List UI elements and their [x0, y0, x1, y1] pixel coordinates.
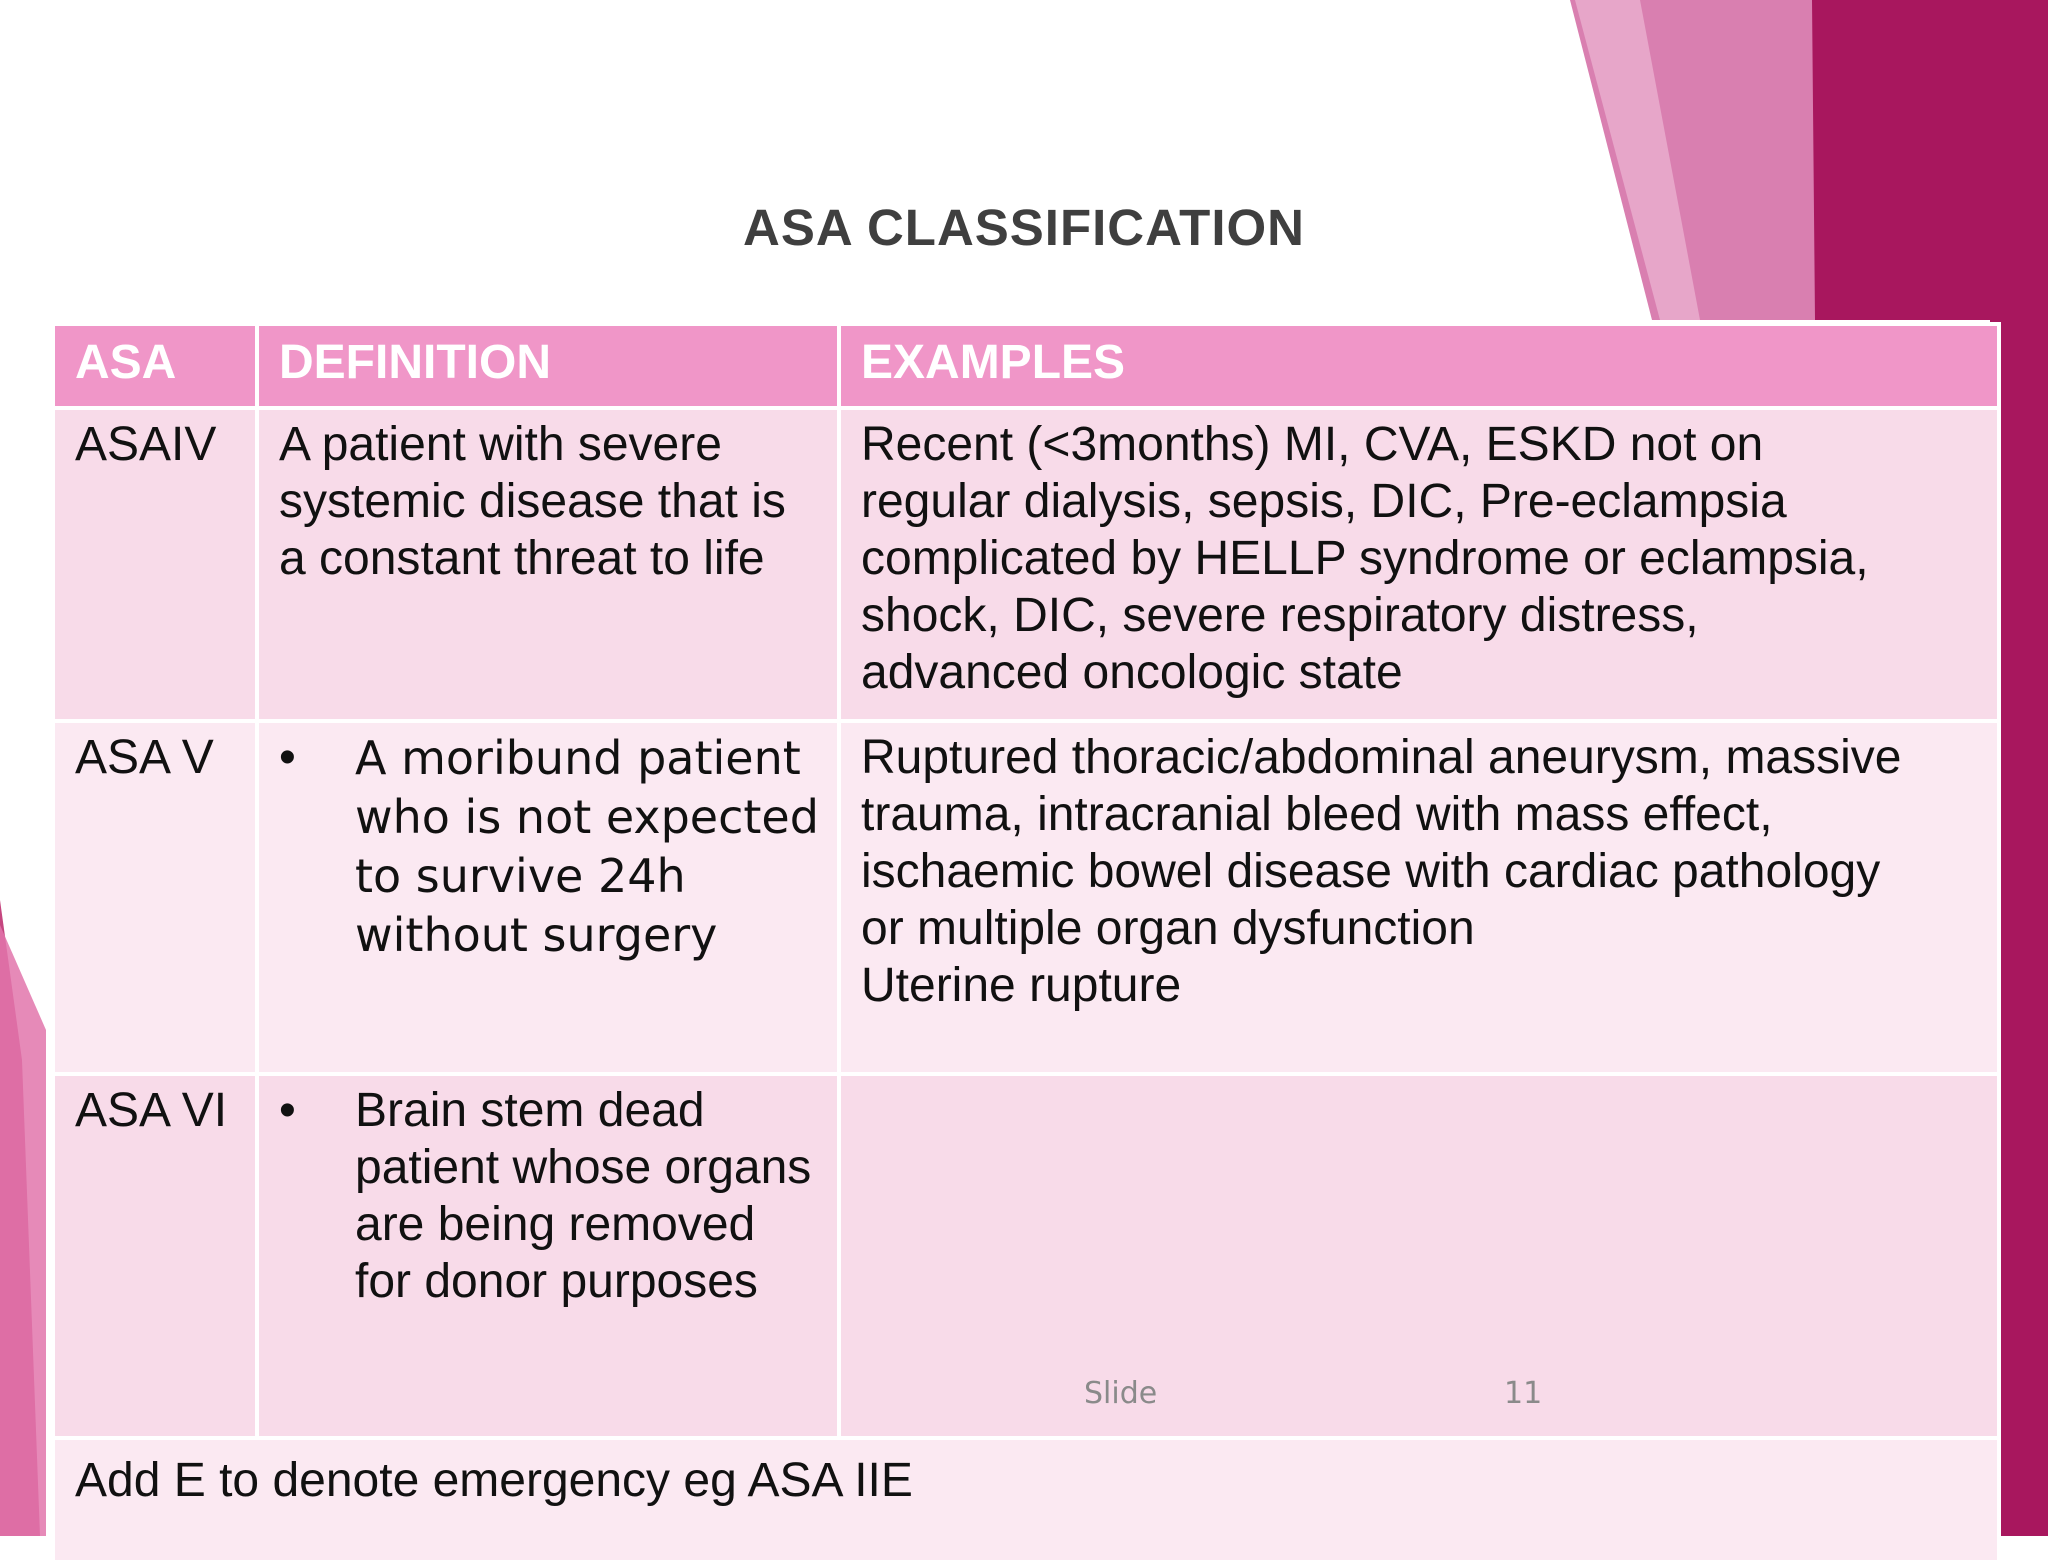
- example-line: regular dialysis, sepsis, DIC, Pre-eclampsia: [861, 475, 1787, 528]
- asa-class-cell: ASA V: [53, 721, 257, 1074]
- definition-text: Brain stem dead patient whose organs are being removed for donor purposes: [355, 1084, 812, 1308]
- asa-classification-table: [51, 322, 2001, 1564]
- example-line: complicated by HELLP syndrome or eclampsia,: [861, 532, 1869, 585]
- definition-text: A moribund patient who is not expected to survive 24h without surgery: [355, 731, 819, 962]
- asa-class-cell: ASA VI: [53, 1074, 257, 1438]
- definition-cell: [257, 721, 839, 1074]
- slide-number: 11: [1504, 1376, 1543, 1411]
- slide-title: ASA CLASSIFICATION: [743, 199, 1305, 256]
- left-accent-light: [0, 925, 46, 1536]
- slide-footer-label: Slide: [1084, 1376, 1158, 1411]
- table-row: [53, 1074, 1999, 1438]
- example-line: shock, DIC, severe respiratory distress,: [861, 589, 1699, 642]
- header-definition: DEFINITION: [257, 324, 839, 408]
- asa-class-cell: ASAIV: [53, 408, 257, 721]
- table-note-row: [53, 1438, 1999, 1562]
- table-header-row: [53, 324, 1999, 408]
- example-line: ischaemic bowel disease with cardiac pathology: [861, 845, 1881, 898]
- examples-cell-empty: [839, 1074, 1999, 1438]
- examples-cell: [839, 721, 1999, 1074]
- header-examples: EXAMPLES: [839, 324, 1999, 408]
- example-line: Recent (<3months) MI, CVA, ESKD not on: [861, 418, 1764, 471]
- definition-cell: [257, 1074, 839, 1438]
- emergency-note: Add E to denote emergency eg ASA IIE: [53, 1438, 1999, 1562]
- example-line: trauma, intracranial bleed with mass effect,: [861, 788, 1773, 841]
- bullet: •: [279, 1084, 296, 1137]
- example-line: advanced oncologic state: [861, 646, 1403, 699]
- example-line: Uterine rupture: [861, 959, 1182, 1012]
- table-row: [53, 721, 1999, 1074]
- header-asa: ASA: [53, 324, 257, 408]
- example-line: Ruptured thoracic/abdominal aneurysm, massive: [861, 731, 1902, 784]
- table-row: [53, 408, 1999, 721]
- examples-cell: [839, 408, 1999, 721]
- example-line: or multiple organ dysfunction: [861, 902, 1475, 955]
- bullet: •: [279, 731, 296, 784]
- definition-cell: A patient with severe systemic disease that is a constant threat to life: [257, 408, 839, 721]
